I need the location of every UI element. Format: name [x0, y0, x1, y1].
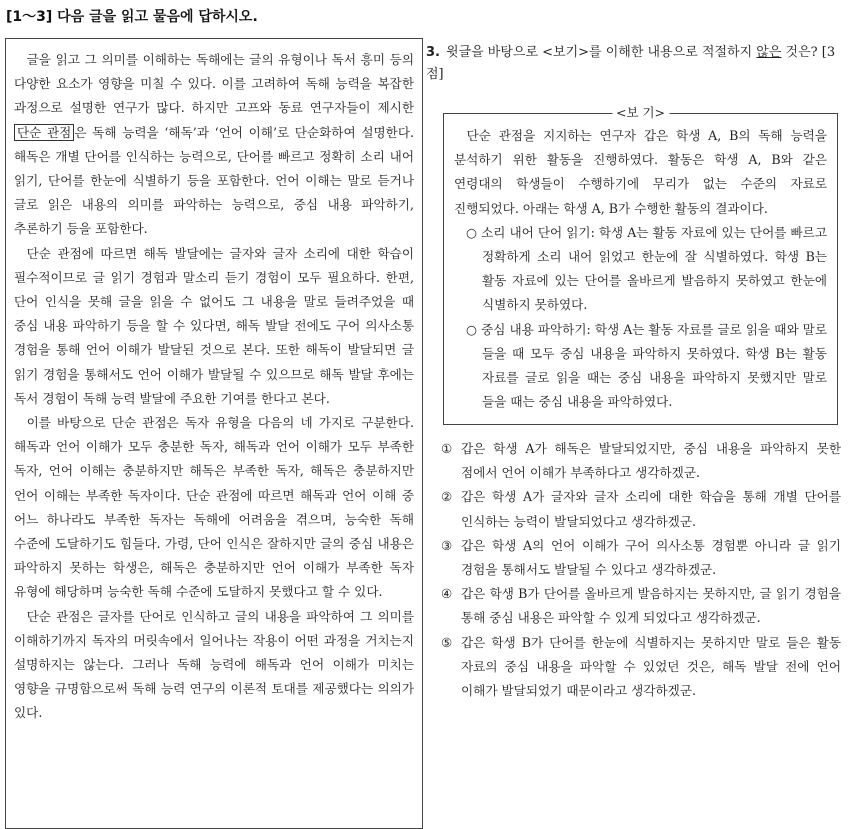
question-3: [426, 42, 846, 86]
bullet-circle-icon: ○: [466, 321, 478, 337]
bogi-item: [454, 221, 827, 318]
question-text: 윗글을 바탕으로 <보기>를 이해한 내용으로 적절하지: [445, 45, 757, 60]
bogi-box: [443, 105, 838, 425]
choice-4[interactable]: [441, 582, 841, 630]
bogi-item: [454, 318, 827, 415]
choice-text: 갑은 학생 B가 단어를 한눈에 식별하지는 못하지만 말로 들은 활동 자료의 중심 내용을 파악할 수 있었던 것은, 해독 발달 전에 언어 이해가 발달되었기 때문이라고 생각하겠군.: [461, 634, 841, 699]
choice-text: 갑은 학생 A의 언어 이해가 구어 의사소통 경험뿐 아니라 글 읽기 경험을 통해서도 발달될 수 있다고 생각하겠군.: [461, 537, 841, 578]
answer-choices: [441, 437, 841, 703]
choice-text: 갑은 학생 B가 단어를 올바르게 발음하지는 못하지만, 글 읽기 경험을 통해 중심 내용은 파악할 수 있게 되었다고 생각하겠군.: [461, 586, 841, 626]
choice-number: ②: [441, 489, 453, 505]
passage-paragraph-4: 단순 관점은 글자를 단어로 인식하고 글의 내용을 파악하여 그 의미를 이해하기까지 독자의 머릿속에서 일어나는 작용이 어떤 과정을 거치는지 설명하지는 않는다. 그러나 독해 능력에 해독과 언어 이해가 미치는 영향을 규명함으로써 독해 능력 연구의 이론적 토대를 제공했다는 의의가 있다.: [14, 608, 414, 721]
section-header: [1～3] 다음 글을 읽고 물음에 답하시오.: [6, 9, 258, 25]
choice-number: ④: [441, 586, 453, 602]
choice-1[interactable]: [441, 437, 841, 485]
passage-paragraph-1: [14, 48, 414, 242]
passage-paragraph-2: 단순 관점에 따르면 해독 발달에는 글자와 글자 소리에 대한 학습이 필수적이므로 글 읽기 경험과 말소리 듣기 경험이 모두 필요하다. 한편, 단어 인식을 못해 글을 읽을 수 없어도 그 내용을 말로 들려주었을 때 중심 내용 파악하기 등을 할 수 있다면, 해독 발달 전에도 구어 의사소통 경험을 통해 언어 이해가 발달된 것으로 본다. 또한 해독이 발달되면 글 읽기 경험을 통해서도 언어 이해가 발달될 수 있으므로 해독 발달 후에는 독서 경험이 독해 능력 발달에 주요한 기여를 한다고 본다.: [14, 245, 414, 406]
passage-box: [5, 38, 423, 829]
passage-text: 글을 읽고 그 의미를 이해하는 독해에는 글의 유형이나 독서 흥미 등의 다양한 요소가 영향을 미칠 수 있다. 이를 고려하여 독해 능력을 복잡한 과정으로 설명한 연구가 많다. 하지만 고프와 동료 연구자들이 제시한: [14, 52, 414, 116]
question-number: 3.: [426, 45, 440, 60]
bogi-body: [444, 114, 837, 414]
question-underlined-word: 않은: [756, 45, 782, 60]
bogi-item-text: 중심 내용 파악하기: 학생 A는 활동 자료를 글로 읽을 때와 말로 들을 때 모두 중심 내용을 파악하지 못하였다. 학생 B는 활동 자료를 글로 읽을 때는 중심 내용을 파악하지 못했지만 말로 들을 때는 중심 내용을 파악하였다.: [481, 321, 828, 410]
bullet-circle-icon: ○: [466, 224, 478, 240]
choice-number: ⑤: [441, 634, 453, 650]
bogi-item-text: 소리 내어 단어 읽기: 학생 A는 활동 자료에 있는 단어를 빠르고 정확하게 소리 내어 읽었고 한눈에 잘 식별하였다. 학생 B는 활동 자료에 있는 단어를 올바르게 발음하지 못하였고 한눈에 식별하지 못하였다.: [481, 224, 828, 313]
choice-2[interactable]: [441, 485, 841, 533]
bogi-list: [454, 221, 827, 415]
bogi-intro: 단순 관점을 지지하는 연구자 갑은 학생 A, B의 독해 능력을 분석하기 위한 활동을 진행하였다. 활동은 학생 A, B와 같은 연령대의 학생들이 수행하기에 무리가 없는 수준의 자료로 진행되었다. 아래는 학생 A, B가 수행한 활동의 결과이다.: [454, 128, 827, 216]
question-text-end: 것은? [3점]: [426, 45, 836, 82]
passage-text: 은 독해 능력을 ‘해독’과 ‘언어 이해’로 단순화하여 설명한다. 해독은 개별 단어를 인식하는 능력으로, 단어를 빠르고 정확히 소리 내어 읽기, 단어를 한눈에 식별하기 등을 포함한다. 언어 이해는 말로 듣거나 글로 읽은 내용의 의미를 파악하는 능력으로, 중심 내용 파악하기, 추론하기 등을 포함한다.: [14, 124, 414, 237]
choice-text: 갑은 학생 A가 해독은 발달되었지만, 중심 내용을 파악하지 못한 점에서 언어 이해가 부족하다고 생각하겠군.: [461, 441, 841, 481]
choice-number: ③: [441, 537, 453, 553]
boxed-term: 단순 관점: [14, 124, 74, 141]
choice-5[interactable]: [441, 631, 841, 704]
choice-number: ①: [441, 441, 453, 456]
choice-3[interactable]: [441, 534, 841, 582]
bogi-title: <보 기>: [612, 104, 669, 122]
passage-paragraph-3: 이를 바탕으로 단순 관점은 독자 유형을 다음의 네 가지로 구분한다. 해독과 언어 이해가 모두 충분한 독자, 해독과 언어 이해가 모두 부족한 독자, 언어 이해는 충분하지만 해독은 부족한 독자, 해독은 충분하지만 언어 이해는 부족한 독자이다. 단순 관점에 따르면 해독과 언어 이해 중 어느 하나라도 부족한 독자는 독해에 어려움을 겪으며, 능숙한 독해 수준에 도달하기도 힘들다. 가령, 단어 인식은 잘하지만 글의 중심 내용은 파악하지 못하는 학생은, 해독은 충분하지만 언어 이해가 부족한 독자 유형에 해당하며 능숙한 독해 수준에 도달하지 못했다고 할 수 있다.: [14, 415, 414, 600]
choice-text: 갑은 학생 A가 글자와 글자 소리에 대한 학습을 통해 개별 단어를 인식하는 능력이 발달되었다고 생각하겠군.: [461, 489, 842, 529]
